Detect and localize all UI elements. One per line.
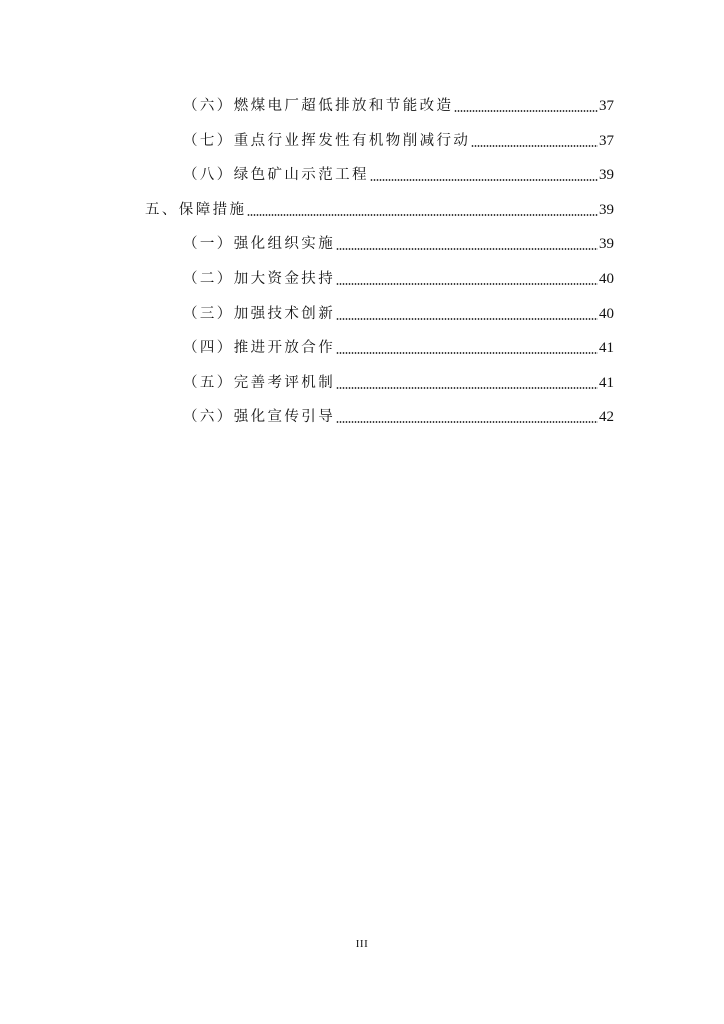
toc-entry-page: 39 (599, 167, 614, 184)
toc-dot-leader (336, 352, 598, 354)
toc-entry-page: 40 (599, 305, 614, 322)
toc-dot-leader (247, 214, 598, 216)
toc-entry-title: （三）加强技术创新 (183, 305, 336, 322)
toc-entry-page: 40 (599, 270, 614, 287)
toc-entry-title: （八）绿色矿山示范工程 (183, 167, 369, 184)
toc-entry-page: 39 (599, 236, 614, 253)
toc-entry[interactable] (183, 92, 614, 115)
toc-entry-page: 37 (599, 132, 614, 149)
toc-entry-page: 41 (599, 340, 614, 357)
toc-entry-title: （四）推进开放合作 (183, 340, 336, 357)
toc-dot-leader (336, 283, 598, 285)
toc-entry-title: 五、保障措施 (145, 201, 247, 218)
toc-entry-page: 42 (599, 409, 614, 426)
toc-entry-title: （六）燃煤电厂超低排放和节能改造 (183, 98, 454, 114)
toc-entry-title: （一）强化组织实施 (183, 236, 336, 253)
toc-entry[interactable] (183, 230, 614, 253)
toc-entry-page: 37 (599, 98, 614, 114)
toc-entry[interactable] (183, 127, 614, 150)
page-number: III (355, 938, 369, 950)
toc-entry[interactable] (183, 334, 614, 357)
toc-entry[interactable] (183, 369, 614, 392)
toc-entry[interactable] (183, 161, 614, 184)
toc-entry-page: 39 (599, 201, 614, 218)
toc-entry-title: （六）强化宣传引导 (183, 409, 336, 426)
toc-entry-title: （五）完善考评机制 (183, 374, 336, 391)
toc-section-heading[interactable] (145, 196, 614, 219)
toc-entry-page: 41 (599, 374, 614, 391)
toc-dot-leader (370, 179, 598, 181)
toc-entry[interactable] (183, 403, 614, 426)
toc-entry[interactable] (183, 265, 614, 288)
toc-dot-leader (471, 145, 598, 147)
toc-dot-leader (336, 318, 598, 320)
toc-dot-leader (454, 110, 598, 112)
toc-dot-leader (336, 387, 598, 389)
table-of-contents (0, 92, 724, 438)
toc-dot-leader (336, 248, 598, 250)
toc-entry-title: （二）加大资金扶持 (183, 270, 336, 287)
toc-entry-title: （七）重点行业挥发性有机物削减行动 (183, 132, 471, 149)
toc-entry[interactable] (183, 300, 614, 323)
toc-dot-leader (336, 421, 598, 423)
